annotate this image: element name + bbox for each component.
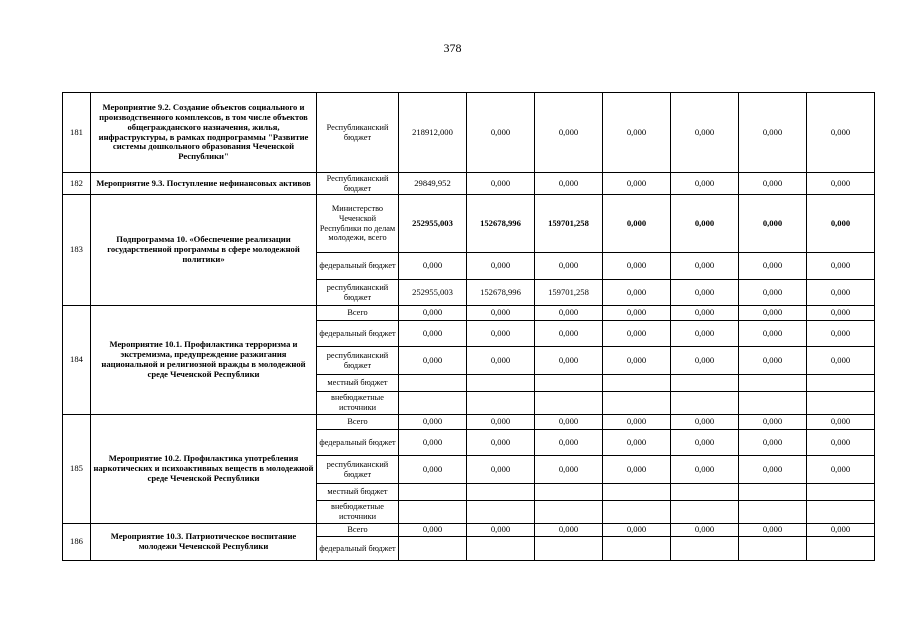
amount-cell: 0,000 (399, 456, 467, 484)
budget-table (62, 92, 875, 561)
measure-name: Мероприятие 10.3. Патриотическое воспитание молодежи Чеченской Республики (91, 524, 317, 561)
amount-cell: 0,000 (739, 173, 807, 195)
funding-source: Республиканский бюджет (317, 93, 399, 173)
amount-cell (399, 375, 467, 392)
table-row (63, 173, 875, 195)
amount-cell: 252955,003 (399, 195, 467, 253)
measure-name: Мероприятие 9.2. Создание объектов социального и производственного комплексов, в том числе объектов общегражданского назначения, жилья, инфраструктуры, в рамках подпрограммы "Развитие системы дошкольного образования Чеченской Республики" (91, 93, 317, 173)
amount-cell (467, 484, 535, 501)
amount-cell: 0,000 (467, 524, 535, 537)
amount-cell: 0,000 (671, 306, 739, 321)
funding-source: Всего (317, 415, 399, 430)
amount-cell: 0,000 (603, 253, 671, 280)
funding-source: Республиканский бюджет (317, 173, 399, 195)
amount-cell (807, 375, 875, 392)
amount-cell: 0,000 (535, 524, 603, 537)
amount-cell: 0,000 (535, 456, 603, 484)
amount-cell: 0,000 (807, 321, 875, 347)
amount-cell: 0,000 (399, 524, 467, 537)
amount-cell (467, 537, 535, 561)
funding-source: Министерство Чеченской Республики по делам молодежи, всего (317, 195, 399, 253)
funding-source: федеральный бюджет (317, 537, 399, 561)
amount-cell: 0,000 (467, 173, 535, 195)
measure-name: Мероприятие 10.1. Профилактика терроризма и экстремизма, предупреждение разжигания национальной и религиозной вражды в молодежной среде Чеченской Республики (91, 306, 317, 415)
amount-cell: 218912,000 (399, 93, 467, 173)
amount-cell (603, 484, 671, 501)
funding-source: республиканский бюджет (317, 456, 399, 484)
amount-cell: 0,000 (671, 195, 739, 253)
funding-source: республиканский бюджет (317, 280, 399, 306)
amount-cell (739, 537, 807, 561)
amount-cell (807, 537, 875, 561)
amount-cell: 0,000 (739, 456, 807, 484)
funding-source: Всего (317, 306, 399, 321)
amount-cell: 0,000 (739, 306, 807, 321)
measure-name: Мероприятие 10.2. Профилактика употребления наркотических и психоактивных веществ в молодежной среде Чеченской Республики (91, 415, 317, 524)
funding-source: внебюджетные источники (317, 392, 399, 415)
amount-cell: 152678,996 (467, 280, 535, 306)
amount-cell: 0,000 (467, 456, 535, 484)
amount-cell: 0,000 (603, 524, 671, 537)
row-number: 181 (63, 93, 91, 173)
funding-source: федеральный бюджет (317, 321, 399, 347)
amount-cell (739, 375, 807, 392)
amount-cell (739, 392, 807, 415)
amount-cell: 0,000 (603, 280, 671, 306)
amount-cell: 0,000 (739, 347, 807, 375)
amount-cell (739, 501, 807, 524)
amount-cell: 0,000 (603, 430, 671, 456)
amount-cell: 0,000 (671, 321, 739, 347)
amount-cell: 0,000 (671, 456, 739, 484)
amount-cell: 0,000 (603, 306, 671, 321)
measure-name: Мероприятие 9.3. Поступление нефинансовых активов (91, 173, 317, 195)
funding-source: федеральный бюджет (317, 253, 399, 280)
amount-cell (807, 501, 875, 524)
row-number: 182 (63, 173, 91, 195)
amount-cell (807, 392, 875, 415)
row-number: 184 (63, 306, 91, 415)
amount-cell: 0,000 (467, 321, 535, 347)
amount-cell (399, 537, 467, 561)
amount-cell: 0,000 (603, 347, 671, 375)
amount-cell (603, 501, 671, 524)
amount-cell: 0,000 (671, 93, 739, 173)
amount-cell: 0,000 (807, 253, 875, 280)
amount-cell: 0,000 (807, 430, 875, 456)
amount-cell (603, 537, 671, 561)
amount-cell: 0,000 (807, 173, 875, 195)
amount-cell: 0,000 (807, 195, 875, 253)
amount-cell: 0,000 (399, 321, 467, 347)
amount-cell (467, 392, 535, 415)
amount-cell (467, 375, 535, 392)
amount-cell: 0,000 (807, 524, 875, 537)
table-row (63, 93, 875, 173)
amount-cell (399, 484, 467, 501)
funding-source: республиканский бюджет (317, 347, 399, 375)
amount-cell: 0,000 (807, 456, 875, 484)
amount-cell (739, 484, 807, 501)
amount-cell: 0,000 (739, 321, 807, 347)
funding-source: местный бюджет (317, 375, 399, 392)
row-number: 186 (63, 524, 91, 561)
table-row (63, 415, 875, 430)
amount-cell: 0,000 (603, 456, 671, 484)
measure-name: Подпрограмма 10. «Обеспечение реализации государственной программы в сфере молодежной политики» (91, 195, 317, 306)
amount-cell: 0,000 (671, 280, 739, 306)
amount-cell: 0,000 (603, 415, 671, 430)
amount-cell: 0,000 (739, 93, 807, 173)
amount-cell: 0,000 (739, 524, 807, 537)
amount-cell: 0,000 (467, 415, 535, 430)
amount-cell (535, 537, 603, 561)
row-number: 183 (63, 195, 91, 306)
amount-cell: 0,000 (739, 415, 807, 430)
amount-cell: 0,000 (671, 415, 739, 430)
row-number: 185 (63, 415, 91, 524)
amount-cell: 0,000 (535, 430, 603, 456)
amount-cell (671, 501, 739, 524)
amount-cell (399, 392, 467, 415)
amount-cell: 0,000 (467, 347, 535, 375)
funding-source: Всего (317, 524, 399, 537)
amount-cell (671, 392, 739, 415)
amount-cell: 0,000 (739, 195, 807, 253)
amount-cell: 0,000 (535, 173, 603, 195)
amount-cell: 0,000 (535, 306, 603, 321)
amount-cell: 0,000 (603, 93, 671, 173)
amount-cell: 0,000 (399, 415, 467, 430)
amount-cell: 0,000 (603, 173, 671, 195)
amount-cell: 0,000 (807, 306, 875, 321)
amount-cell: 0,000 (603, 321, 671, 347)
amount-cell: 0,000 (535, 321, 603, 347)
amount-cell: 0,000 (671, 524, 739, 537)
amount-cell (399, 501, 467, 524)
amount-cell: 0,000 (739, 280, 807, 306)
amount-cell: 252955,003 (399, 280, 467, 306)
amount-cell: 0,000 (739, 253, 807, 280)
page-number: 378 (443, 41, 462, 55)
amount-cell: 0,000 (739, 430, 807, 456)
amount-cell (535, 392, 603, 415)
amount-cell (603, 392, 671, 415)
table-row (63, 306, 875, 321)
table-row (63, 195, 875, 253)
amount-cell (535, 484, 603, 501)
amount-cell (671, 537, 739, 561)
amount-cell (671, 375, 739, 392)
amount-cell: 0,000 (807, 280, 875, 306)
amount-cell: 0,000 (807, 347, 875, 375)
amount-cell: 0,000 (671, 347, 739, 375)
amount-cell: 0,000 (467, 306, 535, 321)
amount-cell: 0,000 (399, 253, 467, 280)
amount-cell (535, 501, 603, 524)
amount-cell: 0,000 (671, 430, 739, 456)
amount-cell (671, 484, 739, 501)
amount-cell: 0,000 (399, 430, 467, 456)
amount-cell: 0,000 (603, 195, 671, 253)
amount-cell: 0,000 (535, 347, 603, 375)
funding-source: внебюджетные источники (317, 501, 399, 524)
funding-source: местный бюджет (317, 484, 399, 501)
funding-source: федеральный бюджет (317, 430, 399, 456)
amount-cell: 0,000 (535, 253, 603, 280)
amount-cell: 159701,258 (535, 280, 603, 306)
amount-cell: 0,000 (467, 93, 535, 173)
amount-cell: 0,000 (807, 415, 875, 430)
amount-cell: 0,000 (467, 430, 535, 456)
amount-cell: 0,000 (399, 347, 467, 375)
amount-cell: 0,000 (671, 253, 739, 280)
amount-cell (467, 501, 535, 524)
table-row (63, 524, 875, 537)
amount-cell (535, 375, 603, 392)
amount-cell: 0,000 (467, 253, 535, 280)
amount-cell: 159701,258 (535, 195, 603, 253)
amount-cell: 0,000 (807, 93, 875, 173)
amount-cell (807, 484, 875, 501)
amount-cell: 29849,952 (399, 173, 467, 195)
amount-cell: 0,000 (535, 93, 603, 173)
amount-cell: 0,000 (535, 415, 603, 430)
amount-cell: 0,000 (671, 173, 739, 195)
amount-cell (603, 375, 671, 392)
amount-cell: 152678,996 (467, 195, 535, 253)
amount-cell: 0,000 (399, 306, 467, 321)
